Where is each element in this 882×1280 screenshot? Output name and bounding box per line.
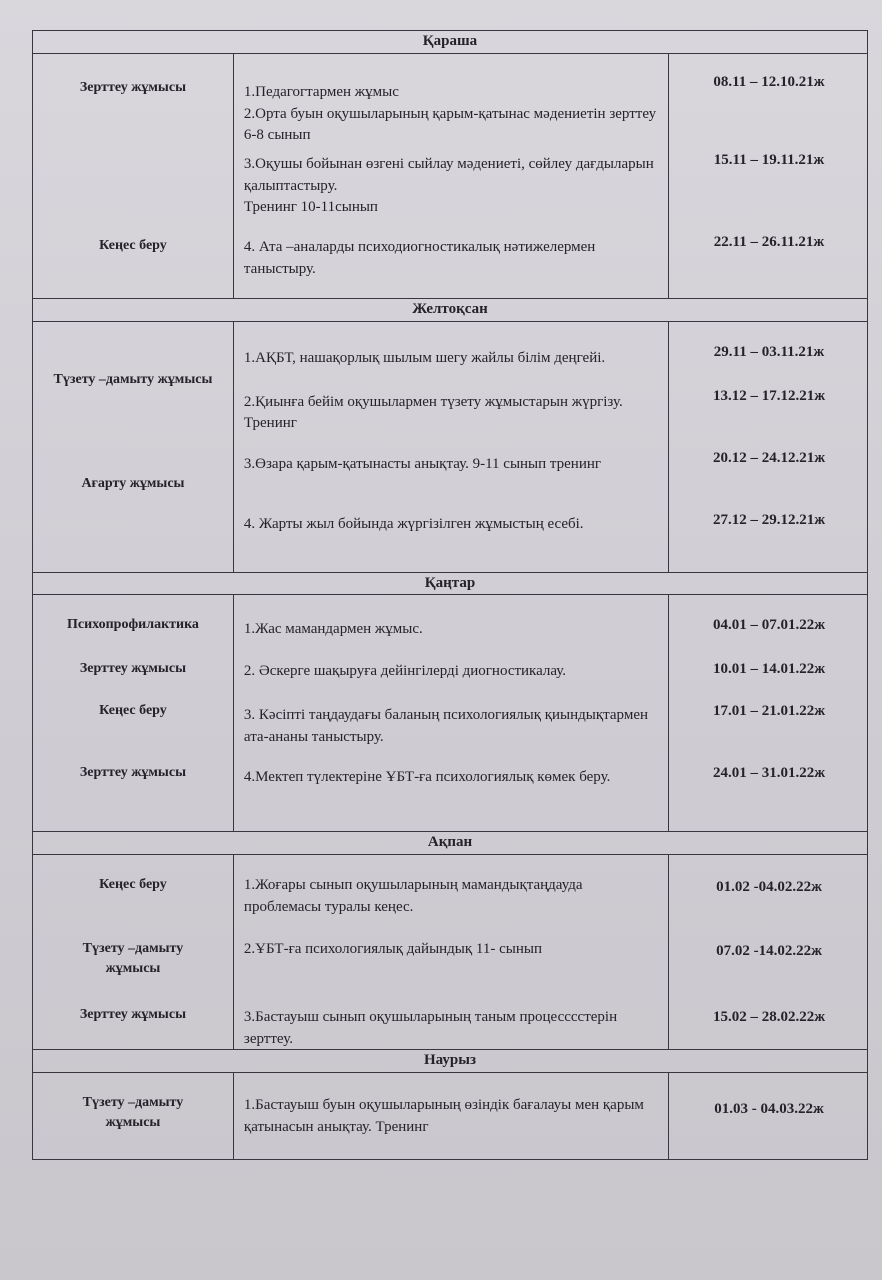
activity-item: 3.Өзара қарым-қатынасты анықтау. 9-11 сынып тренинг (243, 455, 602, 472)
activity-item: 3.Бастауыш сынып оқушыларының таным процесссстерін зерттеу. (243, 1009, 618, 1047)
activity-item: 4. Жарты жыл бойында жүргізілген жұмыстың есебі. (243, 515, 584, 532)
date-cell (669, 855, 868, 1050)
date-range: 10.01 – 14.01.22ж (712, 661, 826, 678)
work-type: Психопрофилактика (66, 617, 199, 633)
date-range: 17.01 – 21.01.22ж (712, 703, 826, 720)
work-plan-table (32, 30, 868, 1160)
date-range: 24.01 – 31.01.22ж (712, 765, 826, 782)
work-type: Зерттеу жұмысы (79, 661, 186, 677)
month-header-row (33, 572, 868, 595)
activity-item: 1.АҚБТ, нашақорлық шылым шегу жайлы білім деңгейі. (243, 349, 606, 366)
activity-item: 1.Бастауыш буын оқушыларының өзіндік бағалауы мен қарым қатынасын анықтау. Тренинг (243, 1096, 644, 1135)
date-range: 01.03 - 04.03.22ж (714, 1100, 824, 1117)
activity-item: 2.Қиынға бейім оқушылармен түзету жұмыстарын жүргізу. Тренинг (243, 393, 623, 432)
activity-item: 3.Оқушы бойынан өзгені сыйлау мәдениеті, сөйлеу дағдыларын қалыптастыру. Тренинг 10-11сынып (243, 155, 654, 216)
work-type-cell (33, 53, 234, 298)
date-range: 01.02 -04.02.22ж (716, 879, 822, 895)
date-range: 27.12 – 29.12.21ж (712, 511, 826, 528)
work-type: Кеңес беру (99, 237, 167, 253)
activity-cell (233, 855, 668, 1050)
work-type: Зерттеу жұмысы (79, 765, 186, 781)
table-row (33, 1072, 868, 1159)
work-type: Зерттеу жұмысы (79, 1007, 186, 1022)
work-type: Кеңес беру (99, 877, 167, 892)
activity-item: 4. Ата –аналарды психодиогностикалық нәтижелермен таныстыру. (243, 238, 596, 277)
month-title: Наурыз (33, 1050, 868, 1073)
month-title: Желтоқсан (33, 298, 868, 321)
month-header-row (33, 1050, 868, 1073)
work-type-cell (33, 855, 234, 1050)
month-title: Ақпан (33, 832, 868, 855)
activity-cell (233, 321, 668, 572)
activity-item: 1.Педагогтармен жұмыс 2.Орта буын оқушыларының қарым-қатынас мәдениетін зерттеу 6-8 сынып (243, 83, 657, 144)
activity-item: 3. Кәсіпті таңдаудағы баланың психологиялық қиындықтармен ата-ананы таныстыру. (243, 707, 649, 745)
date-cell (669, 1072, 868, 1159)
date-range: 07.02 -14.02.22ж (716, 943, 822, 959)
table-row (33, 595, 868, 832)
work-type-cell (33, 321, 234, 572)
work-type: Түзету –дамыту жұмысы (82, 941, 184, 977)
work-type: Кеңес беру (99, 703, 167, 719)
activity-cell (233, 53, 668, 298)
date-cell (669, 53, 868, 298)
month-header-row (33, 832, 868, 855)
date-range: 29.11 – 03.11.21ж (713, 343, 825, 360)
date-range: 04.01 – 07.01.22ж (712, 617, 826, 634)
work-type-cell (33, 1072, 234, 1159)
month-header-row (33, 31, 868, 54)
work-type-cell (33, 595, 234, 832)
date-range: 15.02 – 28.02.22ж (712, 1009, 826, 1025)
work-type: Түзету –дамыту жұмысы (82, 1094, 184, 1131)
table-row (33, 53, 868, 298)
activity-cell (233, 1072, 668, 1159)
work-type: Түзету –дамыту жұмысы (53, 371, 213, 387)
table-row (33, 321, 868, 572)
activity-item: 2.ҰБТ-ға психологиялық дайындық 11- сынып (243, 941, 542, 957)
date-cell (669, 595, 868, 832)
date-range: 13.12 – 17.12.21ж (712, 387, 826, 404)
work-type: Ағарту жұмысы (81, 475, 185, 491)
month-title: Қаңтар (33, 572, 868, 595)
activity-item: 4.Мектеп түлектеріне ҰБТ-ға психологиялық көмек беру. (243, 769, 611, 786)
activity-item: 2. Әскерге шақыруға дейінгілерді диогностикалау. (243, 663, 567, 680)
date-range: 20.12 – 24.12.21ж (712, 449, 826, 466)
month-title: Қараша (33, 31, 868, 54)
date-range: 22.11 – 26.11.21ж (713, 233, 825, 250)
activity-item: 1.Жас мамандармен жұмыс. (243, 621, 423, 638)
work-type: Зерттеу жұмысы (79, 79, 186, 95)
activity-cell (233, 595, 668, 832)
activity-item: 1.Жоғары сынып оқушыларының мамандықтаңдауда проблемасы туралы кеңес. (243, 877, 583, 915)
date-range: 15.11 – 19.11.21ж (713, 151, 825, 168)
table-row (33, 855, 868, 1050)
date-cell (669, 321, 868, 572)
date-range: 08.11 – 12.10.21ж (713, 73, 825, 90)
month-header-row (33, 298, 868, 321)
